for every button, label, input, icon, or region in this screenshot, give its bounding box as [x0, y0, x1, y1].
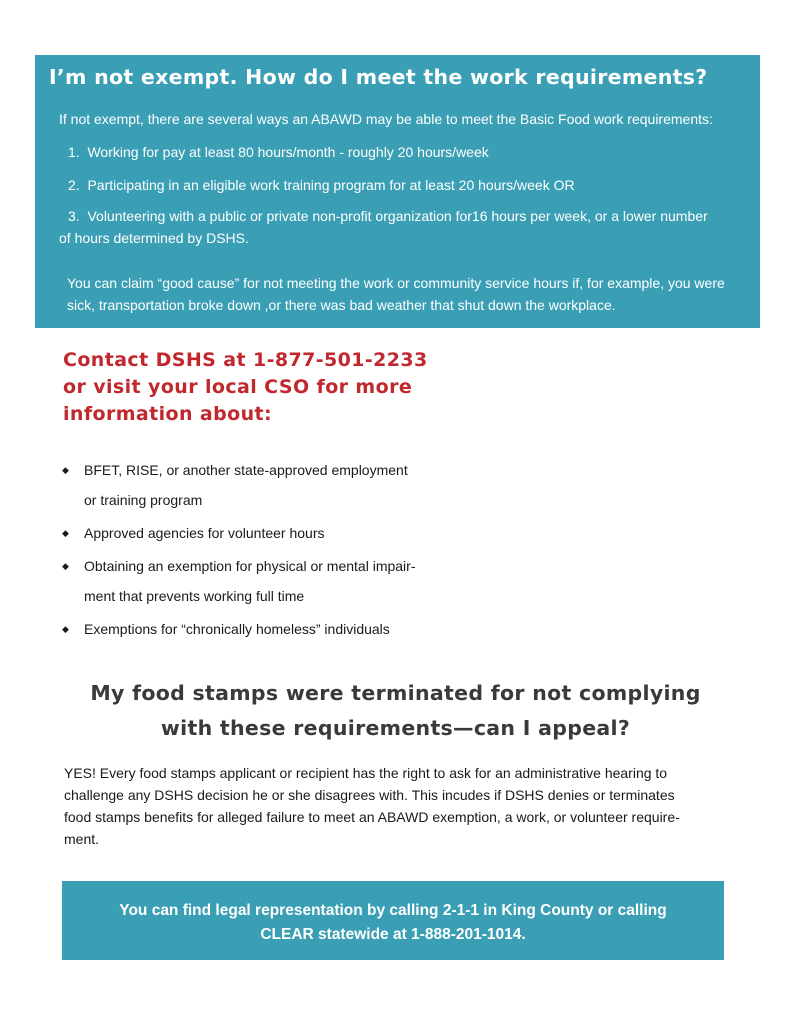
- appeal-heading-line: My food stamps were terminated for not complying: [90, 681, 701, 705]
- list-item: [62, 551, 462, 611]
- list-item: [62, 518, 462, 548]
- requirement-number: 2.: [68, 177, 80, 193]
- list-item-line: BFET, RISE, or another state-approved employment: [84, 462, 408, 478]
- requirement-item-1: [68, 141, 489, 163]
- legal-representation-box: [62, 881, 724, 960]
- appeal-paragraph: [64, 762, 732, 850]
- appeal-body-line: food stamps benefits for alleged failure to meet an ABAWD exemption, a work, or volunteer require-: [64, 809, 680, 825]
- requirement-text-line2: of hours determined by DSHS.: [59, 230, 249, 246]
- requirement-number: 3.: [68, 208, 80, 224]
- appeal-body-line: challenge any DSHS decision he or she disagrees with. This incudes if DSHS denies or terminates: [64, 787, 675, 803]
- contact-topics-list: [62, 455, 462, 647]
- legal-text-line: You can find legal representation by calling 2-1-1 in King County or calling: [119, 902, 667, 919]
- list-item-line: Obtaining an exemption for physical or mental impair-: [84, 558, 416, 574]
- appeal-body-line: ment.: [64, 831, 100, 847]
- diamond-bullet-icon: ◆: [62, 465, 69, 475]
- appeal-heading-line: with these requirements—can I appeal?: [160, 716, 631, 740]
- legal-text-line: CLEAR statewide at 1-888-201-1014.: [260, 926, 526, 943]
- legal-representation-text: [62, 899, 724, 947]
- contact-dshs-heading: [63, 347, 428, 428]
- work-requirements-box: [35, 55, 760, 328]
- requirement-or: OR: [553, 177, 575, 193]
- appeal-heading: [40, 676, 751, 746]
- good-cause-paragraph: You can claim “good cause” for not meeting the work or community service hours if, for example, you were sick, transportation broke down ,or there was bad weather that shut down the workplace.: [67, 275, 725, 313]
- requirement-number: 1.: [68, 144, 80, 160]
- appeal-body-line: YES! Every food stamps applicant or recipient has the right to ask for an administrative hearing to: [64, 765, 668, 781]
- work-requirements-title: I’m not exempt. How do I meet the work requirements?: [49, 65, 708, 89]
- requirement-item-2: [68, 174, 575, 196]
- contact-heading-line: information about:: [63, 403, 273, 425]
- list-item: [62, 614, 462, 644]
- work-requirements-intro: If not exempt, there are several ways an ABAWD may be able to meet the Basic Food work requirements:: [59, 111, 713, 127]
- list-item: [62, 455, 462, 515]
- requirement-text: Participating in an eligible work training program for at least 20 hours/week: [87, 177, 550, 193]
- diamond-bullet-icon: ◆: [62, 528, 69, 538]
- list-item-line: Approved agencies for volunteer hours: [84, 525, 325, 541]
- diamond-bullet-icon: ◆: [62, 624, 69, 634]
- requirement-item-3-cont: [59, 227, 249, 249]
- requirement-text: Working for pay at least 80 hours/month - roughly 20 hours/week: [87, 144, 489, 160]
- list-item-line: ment that prevents working full time: [84, 588, 305, 604]
- contact-heading-line: Contact DSHS at 1-877-501-2233: [63, 349, 428, 371]
- requirement-text-line1: Volunteering with a public or private non-profit organization for16 hours per week, or a lower number: [87, 208, 708, 224]
- list-item-line: Exemptions for “chronically homeless” individuals: [84, 621, 390, 637]
- diamond-bullet-icon: ◆: [62, 561, 69, 571]
- contact-heading-line: or visit your local CSO for more: [63, 376, 413, 398]
- requirement-item-3: [68, 205, 708, 227]
- list-item-line: or training program: [84, 492, 203, 508]
